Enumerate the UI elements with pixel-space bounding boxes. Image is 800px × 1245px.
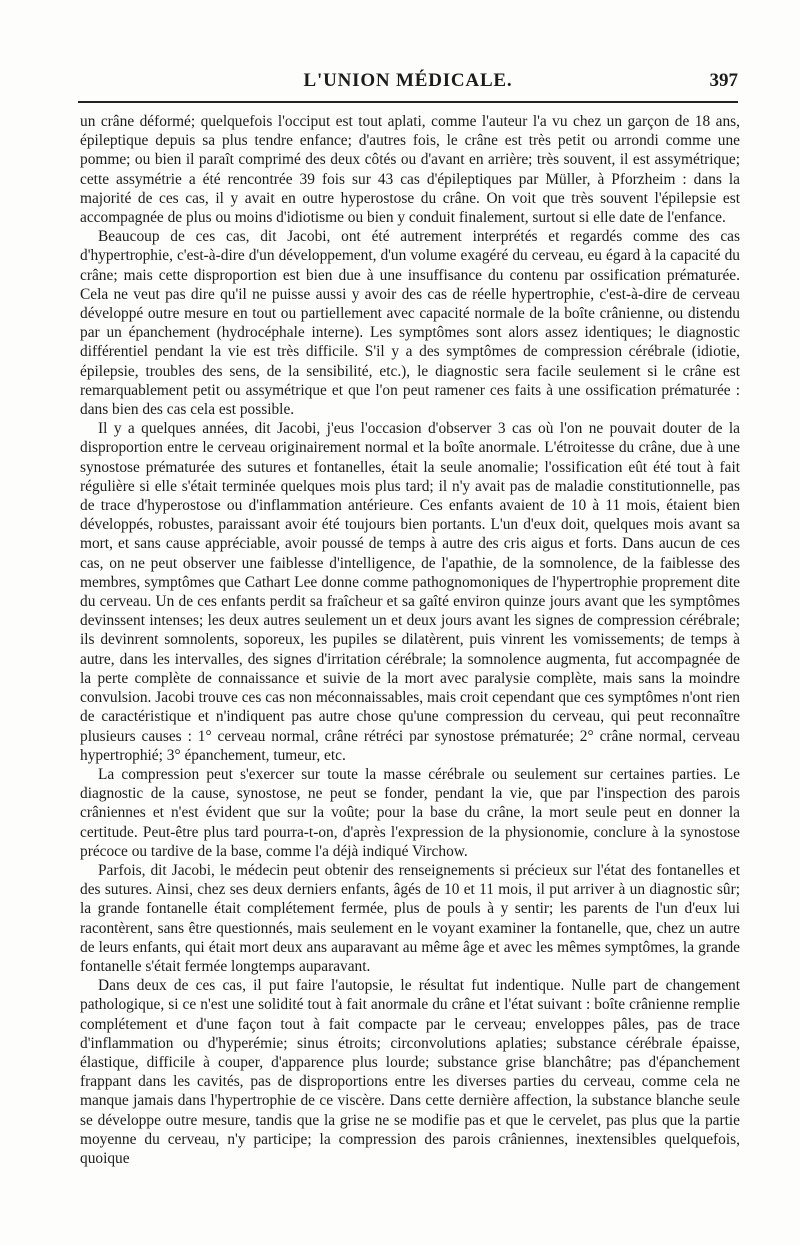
- paragraph: Parfois, dit Jacobi, le médecin peut obtenir des renseignements si précieux sur l'état des fontanelles et des sutures. Ainsi, chez ses deux derniers enfants, âgés de 10 et 11 mois, il put arriver à un diagnostic sûr; la grande fontanelle était complétement fermée, plus de pouls à y sentir; les parents de l'un d'eux lui racontèrent, sans être questionnés, mais seulement en le voyant examiner la fontanelle, que, chez un autre de leurs enfants, qui était mort deux ans auparavant au même âge et avec les mêmes symptômes, la grande fontanelle s'était fermée longtemps auparavant.: [80, 861, 740, 975]
- paragraph: Dans deux de ces cas, il put faire l'autopsie, le résultat fut indentique. Nulle part de changement pathologique, si ce n'est une solidité tout à fait anormale du crâne et l'état suivant : boîte crânienne remplie complétement et d'une façon tout à fait compacte par le cerveau; enveloppes pâles, pas de trace d'inflammation ou d'hyperémie; sinus étroits; circonvolutions aplaties; substance cérébrale épaisse, élastique, difficile à couper, d'apparence plus lourde; substance grise blanchâtre; pas d'épanchement frappant dans les cavités, pas de disproportions entre les diverses parties du cerveau, comme cela ne manque jamais dans l'hypertrophie de ce viscère. Dans cette dernière affection, la substance blanche seule se développe outre mesure, tandis que la grise ne se modifie pas et que le cervelet, pas plus que la partie moyenne du cerveau, n'y participe; la compression des parois crâniennes, inextensibles quelquefois, quoique: [80, 977, 740, 1167]
- paragraph: La compression peut s'exercer sur toute la masse cérébrale ou seulement sur certaines parties. Le diagnostic de la cause, synostose, ne peut se fonder, pendant la vie, que par l'inspection des parois crâniennes et n'est évident que sur la voûte; pour la base du crâne, la mort seule peut en donner la certitude. Peut-être plus tard pourra-t-on, d'après l'expression de la physionomie, conclure à la synostose précoce ou tardive de la base, comme l'a déjà indiqué Virchow.: [80, 765, 740, 860]
- header-rule: [78, 101, 738, 103]
- running-head: [78, 70, 738, 98]
- paragraph: un crâne déformé; quelquefois l'occiput est tout aplati, comme l'auteur l'a vu chez un garçon de 18 ans, épileptique depuis sa plus tendre enfance; d'autres fois, le crâne est très petit ou arrondi comme une pomme; ou bien il paraît comprimé des deux côtés ou d'avant en arrière; très souvent, il est assymétrique; cette assymétrie a été rencontrée 39 fois sur 43 cas d'épileptiques par Müller, à Pforzheim : dans la majorité de ces cas, il y avait en outre hyperostose du crâne. On voit que très souvent l'épilepsie est accompagnée de plus ou moins d'idiotisme ou bien y conduit finalement, surtout si elle date de l'enfance.: [80, 113, 740, 227]
- journal-title: L'UNION MÉDICALE.: [303, 70, 513, 91]
- paragraph: Beaucoup de ces cas, dit Jacobi, ont été autrement interprétés et regardés comme des cas d'hypertrophie, c'est-à-dire d'un développement, d'un volume exagéré du cerveau, eu égard à la capacité du crâne; mais cette disproportion est bien due à une insuffisance du contenu par ossification prématurée. Cela ne veut pas dire qu'il ne puisse aussi y avoir des cas de réelle hypertrophie, c'est-à-dire de cerveau développé outre mesure en tout ou partiellement avec capacité normale de la boîte crânienne, ou distendu par un épanchement (hydrocéphale interne). Les symptômes sont alors assez identiques; le diagnostic différentiel pendant la vie est très difficile. S'il y a des symptômes de compression cérébrale (idiotie, épilepsie, troubles des sens, de la sensibilité, etc.), le diagnostic sera facile seulement si le crâne est remarquablement petit ou assymétrique et que l'on peut ramener ces faits à une ossification prématurée : dans bien des cas cela est possible.: [80, 228, 740, 419]
- page-number: 397: [709, 70, 738, 91]
- paragraph: Il y a quelques années, dit Jacobi, j'eus l'occasion d'observer 3 cas où l'on ne pouvait douter de la disproportion entre le cerveau originairement normal et la boîte anormale. L'étroitesse du crâne, due à une synostose prématurée des sutures et fontanelles, était la seule anomalie; l'ossification eût été tout à fait régulière si elle s'était terminée quelques mois plus tard; il n'y avait pas de maladie constitutionnelle, pas de trace d'hyperostose ou d'inflammation antérieure. Ces enfants avaient de 10 à 11 mois, étaient bien développés, robustes, paraissant avoir été toujours bien portants. L'un d'eux doit, quelques mois avant sa mort, et sans cause appréciable, avoir poussé de temps à autre des cris aigus et forts. Dans aucun de ces cas, on ne peut observer une faiblesse d'intelligence, de l'apathie, de la somnolence, de la faiblesse des membres, symptômes que Cathart Lee donne comme pathognomoniques de l'hypertrophie proprement dite du cerveau. Un de ces enfants perdit sa fraîcheur et sa gaîté environ quinze jours avant que les symptômes devinssent intenses; les deux autres seulement un et deux jours avant les signes de compression cérébrale; ils devinrent somnolents, soporeux, les pupiles se dilatèrent, puis vinrent les vomissements; de temps à autre, dans les intervalles, des signes d'irritation cérébrale; la somnolence augmenta, fut accompagnée de la perte complète de connaissance et suivie de la mort avec paralysie complète, mais sans la moindre convulsion. Jacobi trouve ces cas non méconnaissables, mais croit cependant que ces symptômes n'ont rien de caractéristique et n'indiquent pas autre chose qu'une compression du cerveau, qui peut reconnaître plusieurs causes : 1° cerveau normal, crâne rétréci par synostose prématurée; 2° crâne normal, cerveau hypertrophié; 3° épanchement, tumeur, etc.: [80, 420, 740, 764]
- article-body: [80, 112, 740, 1168]
